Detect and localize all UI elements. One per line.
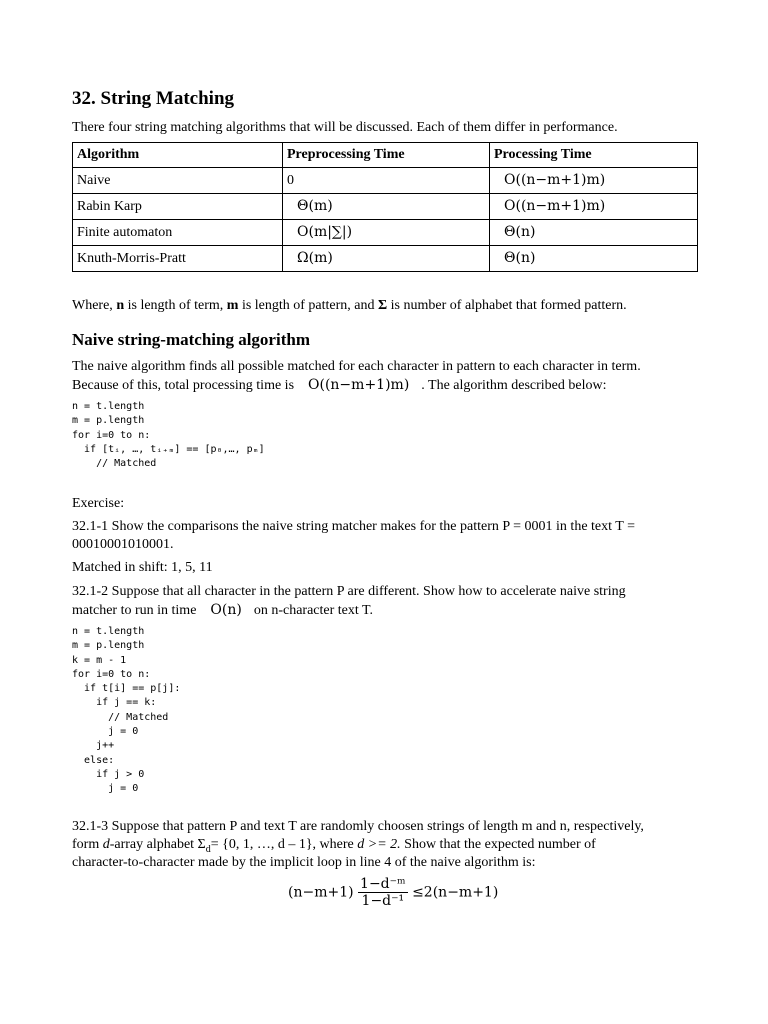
formula-fraction: [358, 876, 408, 909]
exercise-label: Exercise:: [72, 496, 125, 511]
exercise-3-line1: 32.1-3 Suppose that pattern P and text T are randomly choosen strings of length m and n, respectively,: [72, 819, 644, 834]
accelerated-code-block: n = t.length m = p.length k = m - 1 for i=0 to n: if t[i] == p[j]: if j == k: // Matched j = 0 j++ else: if j > 0 j = 0: [72, 626, 181, 795]
table-header-cell: Preprocessing Time: [283, 143, 490, 168]
table-row: [73, 220, 698, 246]
preprocessing-cell: [283, 220, 490, 246]
exercise-2-formula: O(n): [210, 602, 242, 618]
algorithm-name-cell: Naive: [73, 168, 283, 194]
preprocessing-value: 0: [287, 172, 294, 188]
algorithm-name-cell: Rabin Karp: [73, 194, 283, 220]
section-heading: Naive string-matching algorithm: [72, 330, 310, 349]
naive-paragraph-line1: The naive algorithm finds all possible matched for each character in pattern to each character in term.: [72, 359, 641, 374]
naive-text: Because of this, total processing time is: [72, 378, 295, 393]
formula-right: ≤2(n−m+1): [412, 884, 499, 901]
where-text: is number of alphabet that formed pattern.: [387, 298, 627, 313]
where-paragraph: [72, 297, 627, 315]
processing-cell: [490, 220, 698, 246]
exercise-text: -array alphabet Σ: [109, 837, 206, 852]
page-title: 32. String Matching: [72, 88, 235, 109]
preprocessing-cell: [283, 194, 490, 220]
table-row: [73, 246, 698, 272]
algorithm-name-cell: Finite automaton: [73, 220, 283, 246]
m-symbol: m: [226, 298, 239, 313]
exercise-text: matcher to run in time: [72, 603, 197, 618]
table-row: [73, 168, 698, 194]
preprocessing-formula: Θ(m): [297, 198, 333, 214]
preprocessing-formula: O(m|∑|): [297, 224, 353, 240]
expected-comparisons-formula: [288, 876, 498, 909]
exercise-2-line2: [72, 601, 373, 620]
d-symbol: d: [102, 837, 110, 852]
exercise-text: form: [72, 837, 103, 852]
naive-paragraph-line2: [72, 376, 606, 395]
table-row: [73, 194, 698, 220]
algorithm-name-cell: Knuth-Morris-Pratt: [73, 246, 283, 272]
exercise-text: = {0, 1, …, d – 1}, where: [210, 837, 358, 852]
processing-formula: O((n−m+1)m): [504, 198, 606, 214]
processing-cell: [490, 168, 698, 194]
processing-cell: [490, 246, 698, 272]
exercise-1-line1: 32.1-1 Show the comparisons the naive string matcher makes for the pattern P = 0001 in the text T =: [72, 519, 635, 534]
d-condition: d >= 2.: [357, 837, 401, 852]
preprocessing-formula: Ω(m): [297, 250, 333, 266]
processing-formula: O((n−m+1)m): [504, 172, 606, 188]
formula-numerator: 1−d⁻ᵐ: [360, 876, 406, 892]
processing-formula: Θ(n): [504, 224, 536, 240]
table-header-row: [73, 143, 698, 168]
exercise-1-answer: Matched in shift: 1, 5, 11: [72, 560, 213, 575]
exercise-text: on n-character text T.: [253, 603, 374, 618]
exercise-1-line2: 00010001010001.: [72, 537, 174, 552]
table-header-cell: Processing Time: [490, 143, 698, 168]
exercise-text: Show that the expected number of: [400, 837, 596, 852]
processing-formula: Θ(n): [504, 250, 536, 266]
naive-text: . The algorithm described below:: [421, 378, 607, 393]
formula-left: (n−m+1): [288, 884, 354, 901]
processing-cell: [490, 194, 698, 220]
preprocessing-cell: [283, 168, 490, 194]
where-text: is length of pattern, and: [238, 298, 379, 313]
alphabet-subscript: d: [205, 843, 211, 855]
algorithm-table: [72, 142, 698, 272]
n-symbol: n: [116, 298, 125, 313]
preprocessing-cell: [283, 246, 490, 272]
formula-denominator: 1−d⁻¹: [361, 893, 405, 909]
table-header-cell: Algorithm: [73, 143, 283, 168]
exercise-2-line1: 32.1-2 Suppose that all character in the pattern P are different. Show how to accelerate naive string: [72, 584, 626, 599]
naive-complexity-formula: O((n−m+1)m): [308, 377, 410, 393]
where-text: Where,: [72, 298, 117, 313]
exercise-3-line3: character-to-character made by the implicit loop in line 4 of the naive algorithm is:: [72, 855, 536, 870]
intro-paragraph: There four string matching algorithms that will be discussed. Each of them differ in performance.: [72, 120, 618, 135]
where-text: is length of term,: [124, 298, 227, 313]
sigma-symbol: Σ: [378, 298, 388, 313]
naive-code-block: n = t.length m = p.length for i=0 to n: if [tᵢ, …, tᵢ₊ₘ] == [p₀,…, pₘ] // Matched: [72, 401, 265, 470]
